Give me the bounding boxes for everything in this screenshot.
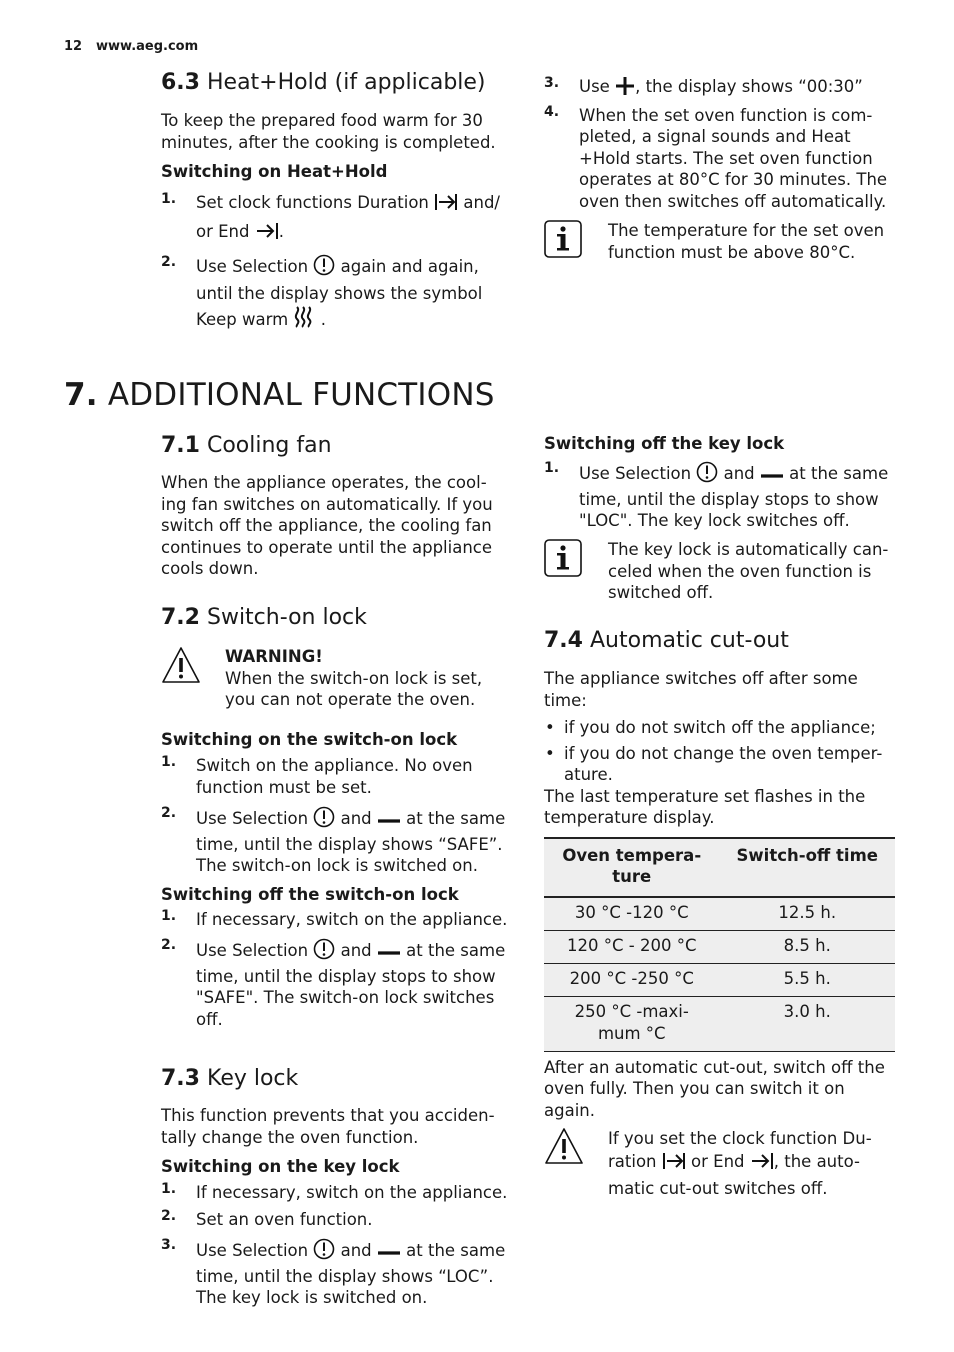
selection-icon (313, 254, 335, 282)
section-7-4-after-table: After an automatic cut-out, switch off the oven fully. Then you can switch it on again. (544, 1057, 885, 1120)
table-cell: 200 °C -250 °C (544, 963, 720, 996)
minus-icon (760, 467, 784, 489)
section-7-4 (544, 627, 894, 1121)
section-6-3-intro: To keep the prepared food warm for 30 minutes, after the cooking is completed. (161, 111, 496, 152)
selection-icon (313, 938, 335, 966)
section-6-3-heading: 6.3 Heat+Hold (if applicable) (161, 70, 486, 95)
selection-icon (313, 1238, 335, 1266)
table-row (544, 930, 895, 963)
plus-icon (615, 76, 635, 102)
warning-icon (544, 1127, 584, 1169)
table-cell: 30 °C -120 °C (544, 897, 720, 931)
selection-icon (696, 461, 718, 489)
warning-title: WARNING! (225, 647, 323, 666)
subheading-heat-hold: Switching on Heat+Hold (161, 162, 388, 181)
step-1: 1. Switch on the appliance. No oven function must be set. (161, 754, 473, 797)
switch-on-lock-steps (161, 729, 511, 1030)
info-icon (544, 220, 582, 262)
step-2: 2. Use Selection and at the same time, until the display stops to show "SAFE". The switch-on lock switches off. (161, 937, 506, 1029)
duration-icon (434, 192, 458, 219)
step-1: 1. If necessary, switch on the appliance. (161, 1181, 508, 1202)
step-4: 4. When the set oven function is com- pleted, a signal sounds and Heat +Hold starts. The set oven function operates at 80°C for 30 minutes. The oven then switches off automatically. (544, 103, 888, 211)
table-cell: 120 °C - 200 °C (544, 930, 720, 963)
section-7-4-intro: The appliance switches off after some time: (544, 669, 858, 710)
end-icon (750, 1151, 774, 1177)
section-7-2-heading: 7.2 Switch-on lock (161, 605, 367, 630)
table-cell: 250 °C -maxi- mum °C (544, 996, 720, 1051)
step-1: 1. Use Selection and at the same time, until the display stops to show "LOC". The key lock switches off. (544, 460, 889, 530)
warning-text: When the switch-on lock is set, you can not operate the oven. (225, 668, 483, 709)
section-7-4-after-bullets: The last temperature set flashes in the temperature display. (544, 786, 866, 827)
minus-icon (377, 1244, 401, 1266)
subheading-switch-on-lock-off: Switching off the switch-on lock (161, 884, 459, 904)
table-row (544, 897, 895, 931)
section-6-3-continued (544, 76, 894, 212)
table-cell: 3.0 h. (720, 996, 896, 1051)
duration-icon (662, 1151, 686, 1177)
subheading-switch-on-lock-on: Switching on the switch-on lock (161, 730, 458, 749)
list-item: • if you do not switch off the appliance; (545, 718, 876, 737)
chapter-7-heading: 7. ADDITIONAL FUNCTIONS (64, 377, 495, 413)
selection-icon (313, 806, 335, 834)
step-2: 2. Use Selection and at the same time, until the display shows “SAFE”. The switch-on lock is switched on. (161, 805, 506, 875)
section-7-4-heading: 7.4 Automatic cut-out (544, 628, 789, 653)
step-3: 3. Use , the display shows “00:30” (544, 76, 894, 102)
table-cell: 12.5 h. (720, 897, 896, 931)
table-header-cell: Switch-off time (720, 838, 896, 897)
page-number: 12 (64, 39, 83, 54)
table-header-row (544, 838, 895, 897)
step-3: 3. Use Selection and at the same time, until the display shows “LOC”. The key lock is switched on. (161, 1237, 506, 1307)
step-1: 1. If necessary, switch on the appliance. (161, 907, 508, 929)
step-1: 1. Set clock functions Duration and/ or End . (161, 190, 511, 248)
minus-icon (377, 812, 401, 834)
key-lock-off (544, 433, 894, 532)
section-6-3 (161, 69, 511, 335)
section-7-1 (161, 432, 511, 580)
list-item: • if you do not change the oven temper- ature. (545, 743, 883, 784)
section-7-2 (161, 604, 511, 632)
section-7-3-heading: 7.3 Key lock (161, 1066, 299, 1091)
step-2: 2. Set an oven function. (161, 1207, 373, 1229)
minus-icon (377, 944, 401, 966)
table-header-cell: Oven tempera- ture (544, 838, 720, 897)
warning-icon (161, 646, 201, 688)
subheading-key-lock-on: Switching on the key lock (161, 1157, 400, 1176)
section-7-3-text: This function prevents that you acciden- tally change the oven function. (161, 1106, 495, 1147)
table-row (544, 996, 895, 1051)
info-icon (544, 539, 582, 581)
subheading-key-lock-off: Switching off the key lock (544, 434, 785, 453)
switch-off-time-table (544, 837, 895, 1052)
end-icon (255, 221, 279, 248)
section-7-1-text: When the appliance operates, the cool- ing fan switches on automatically. If you switch off the appliance, the cooling fan continues to operate until the appliance cools down. (161, 473, 493, 578)
table-row (544, 963, 895, 996)
step-2: 2. Use Selection again and again, until the display shows the symbol Keep warm . (161, 254, 511, 335)
keep-warm-icon (293, 305, 315, 335)
section-7-3 (161, 1065, 511, 1309)
section-7-1-heading: 7.1 Cooling fan (161, 433, 332, 458)
table-cell: 5.5 h. (720, 963, 896, 996)
table-cell: 8.5 h. (720, 930, 896, 963)
page-url: www.aeg.com (96, 39, 199, 54)
